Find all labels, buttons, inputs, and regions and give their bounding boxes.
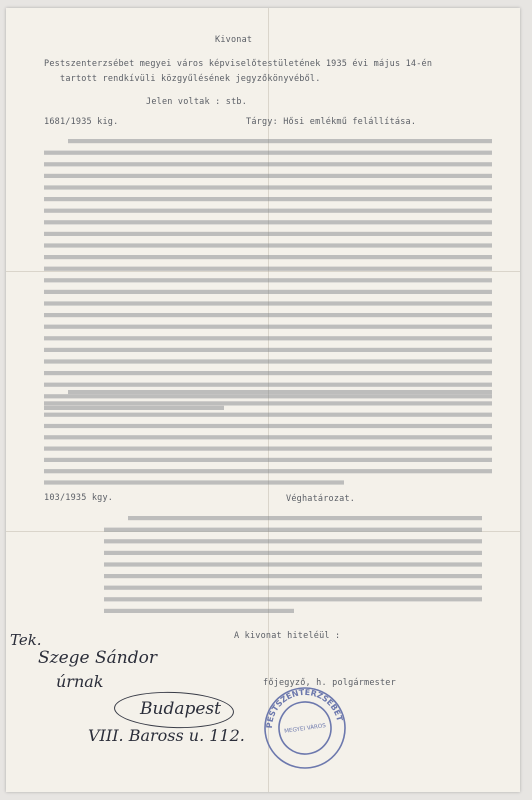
stamp-center-text: MEGYEI VÁROS [283,723,327,735]
handwritten-address: VIII. Baross u. 112. [88,726,245,745]
document-subtitle-line-2: tartott rendkívüli közgyűlésének jegyzőkönyvéből. [60,74,321,84]
document-subtitle-line-1: Pestszenterzsébet megyei város képviselőtestületének 1935 évi május 14-én [44,59,433,69]
municipal-seal-stamp [262,685,348,771]
handwritten-recipient-title: úrnak [56,672,104,691]
handwritten-recipient-name: Szege Sándor [38,648,157,668]
handwritten-city: Budapest [140,699,221,719]
handwritten-salutation: Tek. [10,631,42,649]
decision-heading: Véghatározat. [286,494,356,504]
reference-number-first: 1681/1935 kig. [44,117,119,127]
reference-number-second: 103/1935 kgy. [44,493,114,503]
horizontal-fold-crease-upper [6,271,520,272]
attestation-line: A kivonat hiteléül : [234,631,341,641]
attendance-line: Jelen voltak : stb. [146,97,248,107]
signer-title: főjegyző, h. polgármester [263,678,396,688]
document-title: Kivonat [215,35,253,45]
stamp-outer-text: PESTSZENTERZSÉBET [264,687,345,729]
subject-line: Tárgy: Hősi emlékmű felállítása. [246,117,417,127]
horizontal-fold-crease-lower [6,531,520,532]
